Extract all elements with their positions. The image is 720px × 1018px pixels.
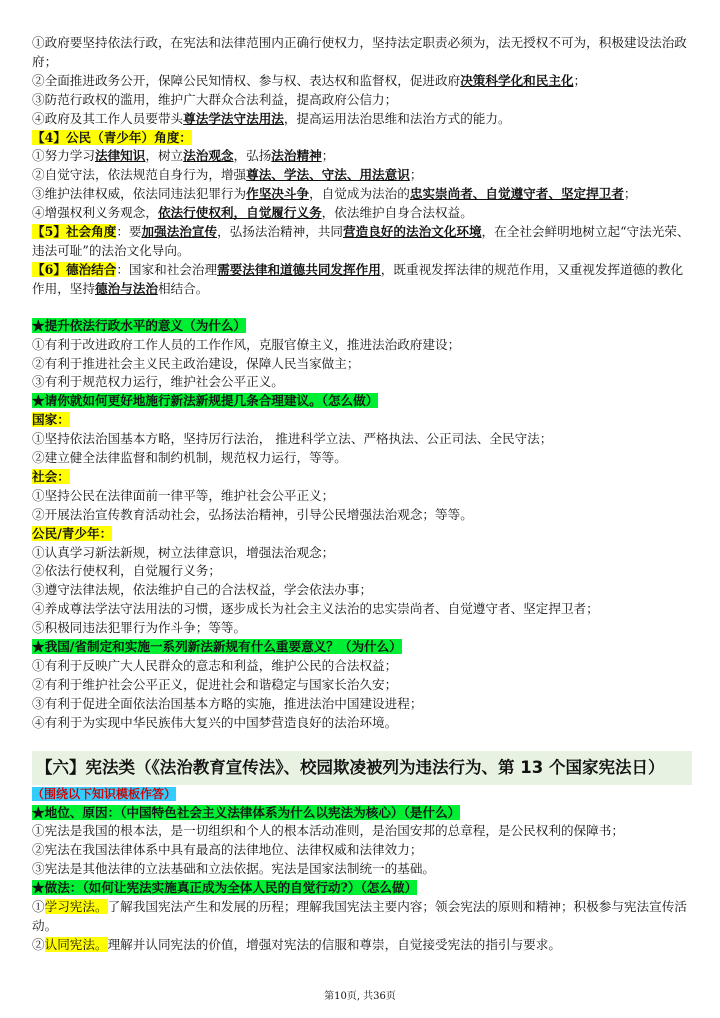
gov-item-2-end: ；	[573, 72, 587, 88]
citizen-item-3-u2: 忠实崇尚者、自觉遵守者、坚定捍卫者	[409, 186, 624, 202]
citizen-item-4-u1: 依法行使权利，自觉履行义务	[157, 205, 322, 221]
citizen-item-1-u2: 法治观念	[183, 148, 234, 164]
society-angle-label: 【5】社会角度	[32, 224, 117, 240]
spacer	[32, 733, 692, 751]
moral-angle	[32, 261, 692, 299]
gov-item-4-emphasis: 尊法学法守法用法	[183, 110, 284, 126]
q2-citizen-heading	[32, 525, 692, 544]
citizen-item-1-a: ①努力学习	[32, 148, 95, 164]
citizen-angle-label: 【4】公民（青少年）角度：	[32, 129, 192, 145]
gov-item-4	[32, 110, 692, 129]
gov-item-4-text: ④政府及其工作人员要带头	[32, 110, 184, 126]
q2-citizen-item: ④养成尊法学法守法用法的习惯，逐步成长为社会主义法治的忠实崇尚者、自觉遵守者、坚定捍卫者；	[32, 601, 599, 617]
status-heading	[32, 804, 692, 823]
q2-citizen-item: ⑤积极同违法犯罪行为作斗争；等等。	[32, 620, 247, 636]
citizen-item-2-u1: 尊法、学法、守法、用法意识	[246, 167, 410, 183]
practice-item-1	[32, 898, 692, 936]
practice-item-2-text: 理解并认同宪法的价值，增强对宪法的信服和尊崇，自觉接受宪法的指引与要求。	[107, 936, 561, 952]
citizen-angle-heading	[32, 129, 692, 148]
citizen-item-2	[32, 166, 692, 185]
society-angle	[32, 223, 692, 261]
gov-item-2-text: ②全面推进政务公开，保障公民知情权、参与权、表达权和监督权，促进政府	[32, 72, 461, 88]
q2-society-item: ②开展法治宣传教育活动社会，弘扬法治精神，引导公民增强法治观念；等等。	[32, 506, 473, 522]
society-angle-a: ：要	[116, 224, 142, 240]
status-item: ①宪法是我国的根本法，是一切组织和个人的根本活动准则，是治国安邦的总章程，是公民权利的保障书；	[32, 823, 624, 839]
q2-citizen-item: ③遵守法律法规，依法维护自己的合法权益，学会依法办事；	[32, 582, 373, 598]
q2-title: ★请你就如何更好地施行新法新规提几条合理建议。（怎么做）	[32, 393, 379, 409]
citizen-item-1-b: ，树立	[145, 148, 184, 164]
q1-item: ③有利于规范权力运行，维护社会公平正义。	[32, 374, 284, 390]
q2-heading	[32, 392, 692, 411]
gov-item-3	[32, 91, 692, 110]
template-note-label: （围绕以下知识模板作答）	[32, 786, 177, 801]
moral-angle-u2: 德治与法治	[94, 280, 158, 296]
citizen-item-3-a: ③维护法律权威，依法同违法犯罪行为	[32, 186, 247, 202]
citizen-item-3	[32, 185, 692, 204]
practice-item-1-num: ①	[32, 899, 45, 915]
citizen-item-4-a: ④增强权利义务观念，	[32, 205, 158, 221]
gov-item-1	[32, 34, 692, 72]
gov-item-2	[32, 72, 692, 91]
gov-item-3-text: ③防范行政权的滥用，维护广大群众合法利益，提高政府公信力；	[32, 91, 398, 107]
gov-item-1-text: ①政府要坚持依法行政，在宪法和法律范围内正确行使权力，坚持法定职责必须为，法无授权不可为，积极建设法治政府；	[32, 35, 687, 69]
practice-item-2	[32, 936, 692, 955]
gov-item-4-end: ，提高运用法治思维和法治方式的能力。	[283, 110, 511, 126]
q1-item: ①有利于改进政府工作人员的工作作风，克服官僚主义，推进法治政府建设；	[32, 336, 461, 352]
q2-society-item: ①坚持公民在法律面前一律平等，维护社会公平正义；	[32, 487, 335, 503]
citizen-item-1	[32, 147, 692, 166]
practice-item-1-highlight: 学习宪法。	[44, 899, 108, 915]
q2-country-label: 国家：	[32, 412, 70, 428]
society-angle-b: ，弘扬法治精神，共同	[217, 224, 344, 240]
practice-item-2-num: ②	[32, 936, 45, 952]
section-6-title: 【六】宪法类（《法治教育宣传法》、校园欺凌被列为违法行为、第 13 个国家宪法日）	[32, 751, 692, 785]
citizen-item-1-d: ；	[321, 148, 335, 164]
practice-heading	[32, 879, 692, 898]
q1-heading	[32, 317, 692, 336]
citizen-item-3-c: ；	[623, 186, 637, 202]
gov-item-2-emphasis: 决策科学化和民主化	[460, 72, 574, 88]
moral-angle-c: 相结合。	[157, 280, 209, 296]
page-footer: 第10页, 共36页	[324, 991, 396, 1002]
citizen-item-1-u3: 法治精神	[271, 148, 322, 164]
page-content	[32, 34, 692, 955]
status-item: ③宪法是其他法律的立法基础和立法依据。宪法是国家法制统一的基础。	[32, 861, 435, 877]
citizen-item-1-u1: 法律知识	[94, 148, 146, 164]
q3-heading	[32, 638, 692, 657]
citizen-item-2-a: ②自觉守法，依法规范自身行为，增强	[32, 167, 247, 183]
q2-society-heading	[32, 468, 692, 487]
q2-country-item: ②建立健全法律监督和制约机制，规范权力运行，等等。	[32, 450, 347, 466]
practice-title: ★做法：（如何让宪法实施真正成为全体人民的自觉行动?）（怎么做）	[32, 880, 418, 896]
citizen-item-4	[32, 204, 692, 223]
moral-angle-b: ，既重视发挥法律的规范作用，又重视发挥道德的教化作用，坚持	[32, 261, 684, 296]
citizen-item-4-b: ，依法维护自身合法权益。	[321, 205, 473, 221]
q2-citizen-item: ②依法行使权利，自觉履行义务；	[32, 563, 221, 579]
template-note	[32, 785, 692, 804]
q3-item: ①有利于反映广大人民群众的意志和利益，维护公民的合法权益；	[32, 658, 398, 673]
q3-item: ④有利于为实现中华民族伟大复兴的中国梦营造良好的法治环境。	[32, 714, 398, 730]
moral-angle-u1: 需要法律和道德共同发挥作用	[217, 261, 381, 277]
q2-society-label: 社会：	[32, 468, 70, 484]
citizen-item-3-b: ，自觉成为法治的	[309, 186, 410, 202]
moral-angle-label: 【6】德治结合	[32, 261, 117, 277]
society-angle-u1: 加强法治宣传	[141, 224, 218, 240]
status-item: ②宪法在我国法律体系中具有最高的法律地位、法律权威和法律效力；	[32, 842, 423, 858]
q1-title: ★提升依法行政水平的意义（为什么）	[32, 317, 247, 333]
moral-angle-a: ：国家和社会治理	[116, 261, 218, 277]
citizen-item-3-u1: 作坚决斗争	[246, 186, 310, 202]
q3-title: ★我国/省制定和实施一系列新法新规有什么重要意义？（为什么）	[32, 639, 402, 655]
q1-item: ②有利于推进社会主义民主政治建设，保障人民当家做主；	[32, 355, 360, 371]
q3-item: ②有利于维护社会公平正义，促进社会和谐稳定与国家长治久安；	[32, 676, 398, 692]
q2-citizen-label: 公民/青少年：	[32, 525, 113, 541]
practice-item-1-text: 了解我国宪法产生和发展的历程；理解我国宪法主要内容；领会宪法的原则和精神；积极参与宪法宣传活动。	[32, 899, 687, 933]
q2-country-item: ①坚持依法治国基本方略，坚持厉行法治， 推进科学立法、严格执法、公正司法、全民守法；	[32, 431, 553, 447]
q2-citizen-item: ①认真学习新法新规，树立法律意识，增强法治观念；	[32, 544, 335, 560]
society-angle-u2: 营造良好的法治文化环境	[343, 224, 482, 240]
status-title: ★地位、原因：（中国特色社会主义法律体系为什么以宪法为核心）（是什么）	[32, 804, 461, 820]
practice-item-2-highlight: 认同宪法。	[44, 936, 108, 952]
q2-country-heading	[32, 411, 692, 430]
society-angle-c: ，在全社会鲜明地树立起“守法光荣、违法可耻”的法治文化导向。	[32, 224, 690, 258]
spacer	[32, 299, 692, 317]
q3-item: ③有利于促进全面依法治国基本方略的实施，推进法治中国建设进程；	[32, 695, 423, 711]
citizen-item-1-c: ，弘扬	[233, 148, 272, 164]
citizen-item-2-b: ；	[409, 167, 423, 183]
